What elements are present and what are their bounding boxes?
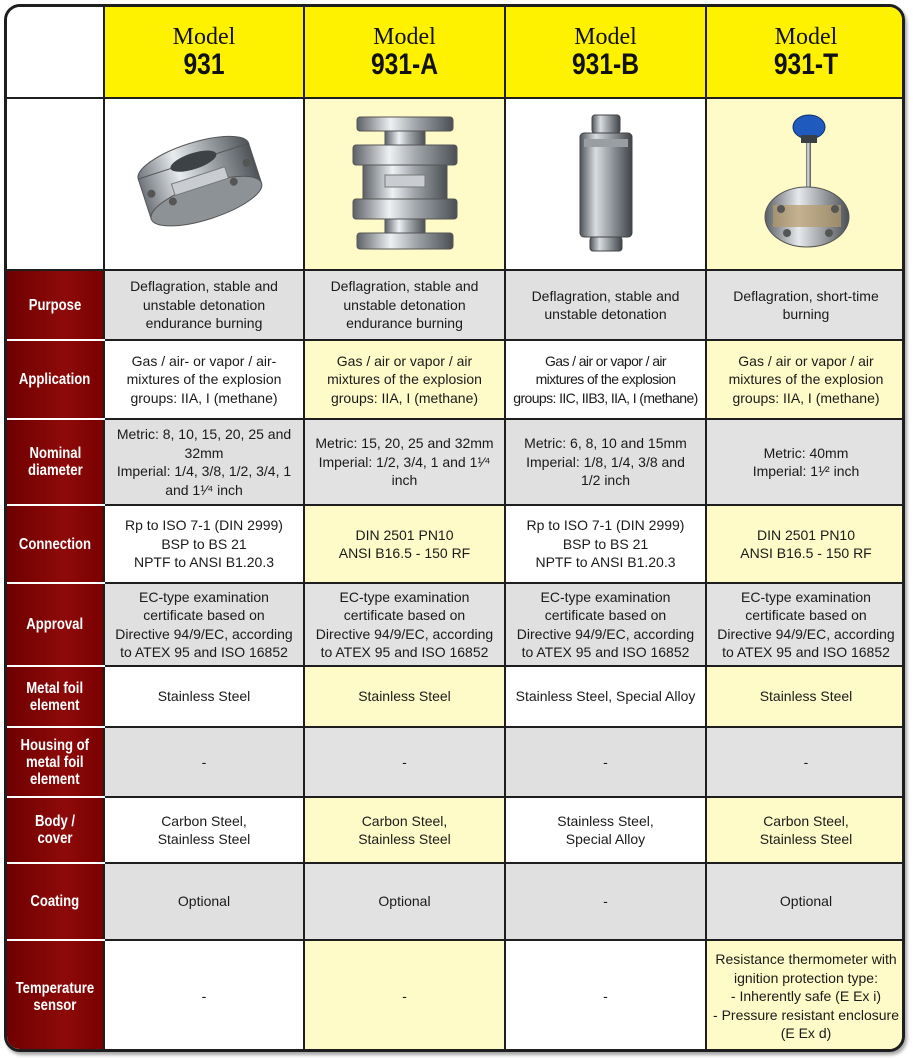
spec-cell: Stainless Steel	[104, 666, 304, 727]
spec-cell: -	[104, 940, 304, 1052]
row-label: Approval	[7, 583, 104, 666]
model-header-931-b	[505, 7, 706, 98]
model-word: Model	[373, 24, 436, 50]
spec-cell: Carbon Steel, Stainless Steel	[706, 797, 905, 863]
row-label: Purpose	[7, 270, 104, 340]
row-label: Body / cover	[7, 797, 104, 863]
model-header-931-a	[304, 7, 505, 98]
spec-cell: Metric: 15, 20, 25 and 32mm Imperial: 1/2, 3/4, 1 and 1¹⁄⁴ inch	[304, 419, 505, 505]
spec-cell: Carbon Steel, Stainless Steel	[104, 797, 304, 863]
spec-cell: Deflagration, stable and unstable detonation endurance burning	[104, 270, 304, 340]
spec-table-frame	[4, 4, 905, 1052]
model-word: Model	[172, 24, 236, 50]
spec-cell: -	[104, 727, 304, 797]
row-metal-foil-element	[7, 666, 905, 727]
model-number: 931-B	[571, 48, 640, 81]
spec-cell: Metric: 40mm Imperial: 1¹⁄² inch	[706, 419, 905, 505]
spec-cell: -	[505, 727, 706, 797]
spec-cell: Resistance thermometer with ignition protection type: - Inherently safe (E Ex i) - Pressure resistant enclosure (E Ex d)	[706, 940, 905, 1052]
row-purpose	[7, 270, 905, 340]
row-label: Temperature sensor	[7, 940, 104, 1052]
flame-arrester-931-a-image	[345, 109, 465, 259]
row-housing-of-metal-foil-element	[7, 727, 905, 797]
spec-cell: Optional	[104, 863, 304, 940]
spec-cell: Stainless Steel, Special Alloy	[505, 797, 706, 863]
product-image-cell-931-t	[706, 98, 905, 270]
spec-cell: Carbon Steel, Stainless Steel	[304, 797, 505, 863]
spec-cell: Metric: 6, 8, 10 and 15mm Imperial: 1/8, 1/4, 3/8 and 1/2 inch	[505, 419, 706, 505]
spec-cell: -	[706, 727, 905, 797]
corner-cell	[7, 7, 104, 98]
spec-cell: Stainless Steel	[304, 666, 505, 727]
spec-cell: EC-type examination certificate based on Directive 94/9/EC, according to ATEX 95 and ISO 16852	[304, 583, 505, 666]
product-image-cell-931-a	[304, 98, 505, 270]
spec-cell: Optional	[304, 863, 505, 940]
row-connection	[7, 505, 905, 583]
image-corner-cell	[7, 98, 104, 270]
model-word: Model	[774, 24, 838, 50]
spec-cell: Rp to ISO 7-1 (DIN 2999) BSP to BS 21 NPTF to ANSI B1.20.3	[505, 505, 706, 583]
spec-cell: Gas / air or vapor / air mixtures of the explosion groups: IIA, I (methane)	[304, 340, 505, 419]
row-approval	[7, 583, 905, 666]
flame-arrester-931-t-image	[751, 109, 861, 259]
spec-cell: EC-type examination certificate based on Directive 94/9/EC, according to ATEX 95 and ISO 16852	[706, 583, 905, 666]
row-label: Connection	[7, 505, 104, 583]
spec-cell: -	[505, 863, 706, 940]
model-word: Model	[574, 24, 637, 50]
row-label: Metal foil element	[7, 666, 104, 727]
spec-cell: EC-type examination certificate based on Directive 94/9/EC, according to ATEX 95 and ISO 16852	[104, 583, 304, 666]
spec-cell: DIN 2501 PN10 ANSI B16.5 - 150 RF	[706, 505, 905, 583]
spec-cell: Deflagration, stable and unstable detonation	[505, 270, 706, 340]
row-nominal-diameter	[7, 419, 905, 505]
row-label: Coating	[7, 863, 104, 940]
row-body-cover	[7, 797, 905, 863]
spec-cell: Optional	[706, 863, 905, 940]
model-header-931	[104, 7, 304, 98]
product-image-cell-931	[104, 98, 304, 270]
spec-cell: Deflagration, stable and unstable detonation endurance burning	[304, 270, 505, 340]
row-temperature-sensor	[7, 940, 905, 1052]
spec-cell: Gas / air or vapor / air mixtures of the explosion groups: IIA, I (methane)	[706, 340, 905, 419]
spec-cell: -	[304, 727, 505, 797]
spec-cell: Deflagration, short-time burning	[706, 270, 905, 340]
spec-cell: EC-type examination certificate based on Directive 94/9/EC, according to ATEX 95 and ISO 16852	[505, 583, 706, 666]
product-image-cell-931-b	[505, 98, 706, 270]
spec-table	[7, 7, 905, 1052]
flame-arrester-931-image	[129, 119, 279, 249]
spec-cell: Stainless Steel, Special Alloy	[505, 666, 706, 727]
spec-cell: Metric: 8, 10, 15, 20, 25 and 32mm Imperial: 1/4, 3/8, 1/2, 3/4, 1 and 1¹⁄⁴ inch	[104, 419, 304, 505]
spec-cell: Gas / air or vapor / air mixtures of the explosion groups: IIC, IIB3, IIA, I (methane)	[505, 340, 706, 419]
spec-cell: -	[304, 940, 505, 1052]
model-number: 931-A	[370, 48, 439, 81]
spec-cell: -	[505, 940, 706, 1052]
row-application	[7, 340, 905, 419]
row-label: Nominal diameter	[7, 419, 104, 505]
row-coating	[7, 863, 905, 940]
spec-cell: Rp to ISO 7-1 (DIN 2999) BSP to BS 21 NPTF to ANSI B1.20.3	[104, 505, 304, 583]
row-label: Housing of metal foil element	[7, 727, 104, 797]
row-label: Application	[7, 340, 104, 419]
flame-arrester-931-b-image	[566, 109, 646, 259]
spec-cell: Stainless Steel	[706, 666, 905, 727]
product-image-row	[7, 98, 905, 270]
model-number: 931-T	[773, 48, 839, 81]
spec-cell: DIN 2501 PN10 ANSI B16.5 - 150 RF	[304, 505, 505, 583]
model-number: 931	[183, 48, 225, 81]
model-header-931-t	[706, 7, 905, 98]
model-header-row	[7, 7, 905, 98]
spec-cell: Gas / air- or vapor / air- mixtures of the explosion groups: IIA, I (methane)	[104, 340, 304, 419]
